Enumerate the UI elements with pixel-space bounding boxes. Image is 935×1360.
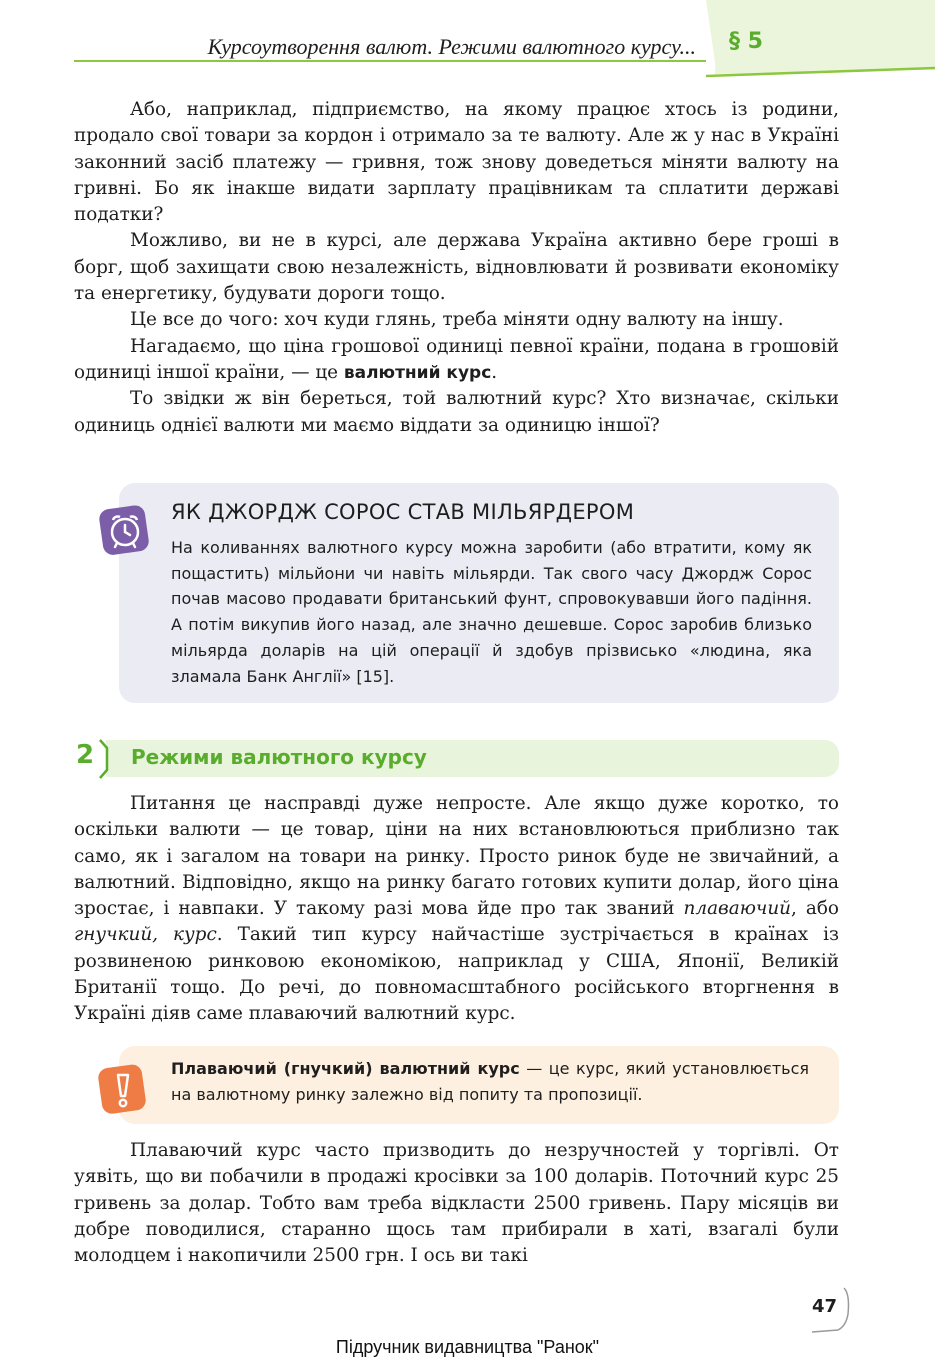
running-title: Курсоутворення валют. Режими валютного курсу... (207, 34, 696, 59)
section-title: Режими валютного курсу (131, 745, 427, 769)
page-number: 47 (812, 1296, 838, 1317)
paragraph (74, 791, 839, 1028)
publisher-footer: Підручник видавництва "Ранок" (335, 1337, 600, 1357)
info-box-title: ЯК ДЖОРДЖ СОРОС СТАВ МІЛЬЯРДЕРОМ (171, 500, 635, 524)
paragraph: Це все до чого: хоч куди глянь, треба міняти одну валюту на іншу. (130, 309, 784, 331)
section-number: 2 (76, 740, 95, 770)
section2-continued-text (74, 1138, 839, 1269)
text-run: . Такий тип курсу найчастіше зустрічається в країнах із розвиненою ринковою економікою, наприклад у США, Японії, Великій Британії тощо. До речі, до повномасштабного російського вторгнення в Україні діяв саме плаваючий валютний курс. (74, 924, 839, 1025)
alarm-clock-icon (99, 504, 151, 556)
text-run: . (491, 361, 498, 383)
italic-term: гнучкий, курс (74, 924, 217, 946)
paragraph: Можливо, ви не в курсі, але держава Україна активно бере гроші в борг, щоб захищати свою незалежність, відновлювати й розвивати економіку та енергетику, будувати дороги тощо. (74, 230, 839, 305)
section-tab-underline (706, 66, 935, 78)
text-run: Питання це насправді дуже непросте. Але якщо дуже коротко, то оскільки валюти — це товар, ціни на них встановлюються приблизно так само, як і загалом на товари на ринку. Просто ринок буде не звичайний, а валютний. Відповідно, якщо на ринку багато готових купити долар, його ціна зростає, і навпаки. У такому разі мова йде про так званий (74, 793, 839, 920)
definition-text (171, 1056, 809, 1108)
paragraph (74, 334, 839, 387)
section-label: § 5 (729, 29, 763, 54)
section2-text (74, 791, 839, 1028)
italic-term: плаваючий (683, 898, 792, 920)
info-box-text: На коливаннях валютного курсу можна заробити (або втратити, кому як пощастить) мільйони чи навіть мільярди. Так свого часу Джордж Сорос почав масово продавати британський фунт, спровокувавши його падіння. А потім викупив його назад, але значно дешевше. Сорос заробив близько мільярда доларів на цій операції й здобув прізвисько «людина, яка зламала Банк Англії» [15]. (171, 538, 812, 686)
definition-term: Плаваючий (гнучкий) валютний курс (171, 1059, 520, 1078)
paragraph: Або, наприклад, підприємство, на якому працює хтось із родини, продало свої товари за кордон і отримало за те валюту. Але ж у нас в Україні законний засіб платежу — гривня, тож знову доведеться міняти валюту на гривні. Бо як інакше видати зарплату працівникам та сплатити державі податки? (74, 99, 839, 226)
exclamation-icon (97, 1063, 149, 1115)
intro-text (74, 97, 839, 439)
paragraph: То звідки ж він береться, той валютний курс? Хто визначає, скільки одиниць однієї валюти ми маємо віддати за одиницю іншої? (74, 388, 839, 436)
text-run: Нагадаємо, що ціна грошової одиниці певної країни, подана в грошовій одиниці іншої країни, — це (74, 335, 839, 383)
paragraph: Плаваючий курс часто призводить до незручностей у торгівлі. От уявіть, що ви побачили в продажі кросівки за 100 доларів. Поточний курс 25 гривень за долар. Тобто вам треба відкласти 2500 гривень. Пару місяців ви добре поводилися, старанно щось там прибирали в хаті, взагалі були молодцем і накопичили 2500 грн. І ось ви такі (74, 1140, 839, 1267)
running-head (74, 30, 706, 62)
text-run: , або (791, 898, 839, 920)
text-run: — це курс, який установлюється на валютному ринку залежно від попиту та пропозиції. (171, 1059, 810, 1104)
key-term: валютний курс (343, 362, 492, 383)
heading-bracket-icon (97, 738, 111, 780)
